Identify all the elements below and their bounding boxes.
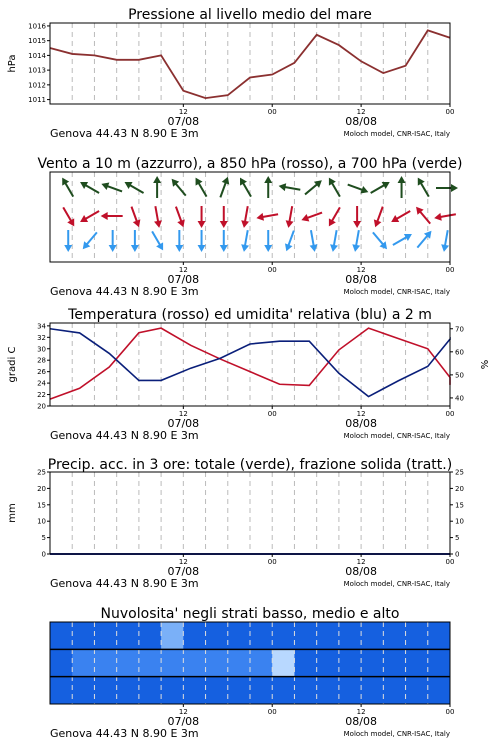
y-tick-label: 1015: [28, 37, 46, 46]
wind-arrow: [278, 182, 301, 194]
wind-arrow-head: [154, 220, 163, 228]
wind-arrow-head: [222, 175, 232, 184]
wind-arrow-head: [122, 179, 132, 189]
wind-arrow: [169, 176, 189, 198]
location-label: Genova 44.43 N 8.90 E 3m: [50, 285, 199, 298]
wind-level-1: [60, 204, 457, 228]
time-tick-label: 12: [356, 410, 366, 418]
time-tick-label: 12: [178, 708, 188, 716]
cloud-cell: [228, 649, 251, 676]
cloud-cell: [317, 677, 340, 704]
y-tick-label: 26: [37, 368, 46, 377]
y-right-axis-label: %: [480, 359, 491, 370]
wind-arrow-head: [283, 243, 293, 252]
time-tick-label: 12: [356, 108, 366, 116]
cloud-cell: [94, 622, 117, 649]
y-tick-label: 25: [37, 468, 46, 477]
cloud-cell: [317, 622, 340, 649]
cloud-cell: [272, 649, 295, 676]
y-right-tick-label: 0: [455, 550, 460, 559]
wind-arrow-head: [256, 213, 264, 222]
y-tick-label: 1013: [28, 66, 46, 75]
wind-arrow-head: [78, 179, 88, 189]
wind-arrow: [370, 230, 390, 252]
y-axis-label: gradi C: [7, 346, 18, 383]
panel-3: [7, 307, 491, 442]
wind-arrow: [307, 229, 319, 252]
wind-arrow-head: [389, 215, 399, 225]
wind-arrow-head: [371, 219, 381, 228]
cloud-cell: [250, 649, 273, 676]
panel-1: [7, 7, 454, 140]
cloud-cell: [294, 677, 317, 704]
cloud-cell: [228, 677, 251, 704]
time-tick-label: 00: [445, 108, 455, 116]
cloud-cell: [139, 677, 162, 704]
time-axis: [50, 104, 454, 140]
cloud-cell: [139, 649, 162, 676]
y-tick-label: 20: [37, 484, 46, 493]
wind-arrow: [192, 176, 210, 199]
y-tick-label: 22: [37, 391, 46, 400]
cloud-cell: [50, 649, 73, 676]
date-label: 07/08: [167, 115, 200, 128]
y-tick-label: 32: [37, 333, 46, 342]
time-tick-label: 00: [267, 108, 277, 116]
time-tick-label: 12: [356, 558, 366, 566]
wind-arrow-head: [153, 176, 161, 183]
time-tick-label: 12: [356, 266, 366, 274]
cloud-cell: [406, 622, 429, 649]
wind-arrow: [64, 230, 72, 252]
panel-title: Vento a 10 m (azzurro), a 850 hPa (rosso), a 700 hPa (verde): [37, 156, 463, 172]
cloud-cell: [294, 622, 317, 649]
wind-arrow-head: [414, 176, 424, 186]
time-tick-label: 00: [267, 410, 277, 418]
wind-arrow: [100, 180, 123, 195]
wind-arrow: [369, 179, 392, 197]
location-label: Genova 44.43 N 8.90 E 3m: [50, 429, 199, 442]
date-label: 07/08: [167, 565, 200, 578]
y-right-tick-label: 40: [455, 394, 464, 403]
wind-arrow: [153, 176, 161, 198]
wind-arrow-head: [398, 176, 406, 183]
wind-arrow-head: [353, 221, 361, 228]
y-right-tick-label: 50: [455, 371, 464, 380]
wind-arrow: [198, 230, 206, 252]
wind-arrow-head: [109, 245, 117, 252]
cloud-cell: [161, 649, 184, 676]
model-credit: Moloch model, CNR-ISAC, Italy: [343, 288, 450, 296]
wind-arrow-head: [175, 245, 183, 252]
wind-arrow-head: [329, 244, 338, 252]
time-tick-label: 00: [445, 266, 455, 274]
cloud-cell: [294, 649, 317, 676]
wind-arrow-head: [351, 244, 360, 252]
cloud-cell: [94, 677, 117, 704]
wind-arrow-head: [133, 219, 143, 228]
cloud-cell: [206, 649, 229, 676]
cloud-cell: [383, 649, 406, 676]
cloud-cell: [383, 677, 406, 704]
wind-arrow-head: [300, 214, 309, 224]
date-label: 08/08: [345, 115, 377, 128]
cloud-cell: [228, 622, 251, 649]
time-axis: [50, 406, 454, 442]
date-label: 08/08: [345, 417, 377, 430]
y-tick-label: 10: [37, 517, 46, 526]
wind-arrow: [78, 179, 101, 197]
cloud-cell: [72, 622, 95, 649]
wind-arrow: [264, 230, 272, 252]
cloud-cell: [183, 677, 206, 704]
wind-arrow: [59, 176, 77, 199]
wind-level-2: [64, 228, 451, 252]
time-tick-label: 00: [267, 708, 277, 716]
y-axis-label: mm: [7, 503, 18, 523]
y-right-tick-label: 10: [455, 517, 464, 526]
wind-arrow: [264, 176, 272, 198]
wind-arrow: [220, 230, 228, 252]
model-credit: Moloch model, CNR-ISAC, Italy: [343, 730, 450, 738]
cloud-cell: [272, 677, 295, 704]
time-tick-label: 00: [445, 558, 455, 566]
location-label: Genova 44.43 N 8.90 E 3m: [50, 727, 199, 740]
time-tick-label: 12: [178, 108, 188, 116]
cloud-cell: [50, 677, 73, 704]
wind-arrow: [371, 205, 386, 228]
cloud-cell: [117, 649, 140, 676]
y-tick-label: 1011: [28, 96, 46, 105]
cloud-cell: [428, 649, 451, 676]
y-right-tick-label: 15: [455, 501, 464, 510]
cloud-cell: [183, 649, 206, 676]
wind-arrow: [256, 210, 279, 222]
wind-arrow-head: [131, 245, 139, 252]
wind-arrow: [172, 205, 187, 228]
cloud-cell: [272, 622, 295, 649]
time-tick-label: 00: [267, 266, 277, 274]
cloud-cell: [383, 622, 406, 649]
wind-arrow: [217, 175, 232, 198]
wind-arrow-head: [78, 215, 88, 225]
date-label: 08/08: [345, 565, 377, 578]
wind-arrow-head: [433, 213, 441, 222]
wind-arrow: [122, 179, 145, 197]
y-right-tick-label: 25: [455, 468, 464, 477]
date-label: 08/08: [345, 273, 377, 286]
time-axis: [50, 554, 454, 590]
wind-arrow: [433, 210, 456, 222]
wind-arrow: [414, 228, 434, 250]
wind-arrow: [389, 208, 412, 226]
wind-arrow: [353, 206, 361, 228]
wind-arrow: [398, 176, 406, 198]
panel-title: Nuvolosita' negli strati basso, medio e alto: [100, 606, 400, 622]
cloud-cell: [428, 677, 451, 704]
cloud-cell: [250, 677, 273, 704]
wind-arrow-head: [325, 176, 335, 186]
cloud-cell: [339, 677, 362, 704]
wind-arrow: [436, 184, 458, 192]
time-axis: [50, 704, 454, 740]
y-tick-label: 1016: [28, 22, 46, 31]
wind-arrow-head: [220, 221, 228, 228]
cloud-cell: [339, 649, 362, 676]
wind-arrow: [325, 205, 343, 228]
y-tick-label: 30: [37, 345, 46, 354]
time-tick-label: 12: [178, 410, 188, 418]
time-tick-label: 12: [178, 558, 188, 566]
wind-arrow-head: [360, 186, 369, 196]
wind-arrow: [414, 176, 432, 199]
y-tick-label: 24: [37, 379, 46, 388]
wind-arrow: [302, 177, 324, 197]
wind-arrow: [237, 176, 255, 199]
y-right-tick-label: 60: [455, 348, 464, 357]
y-tick-label: 20: [37, 402, 46, 411]
time-axis: [50, 262, 454, 298]
model-credit: Moloch model, CNR-ISAC, Italy: [343, 130, 450, 138]
wind-arrow: [109, 230, 117, 252]
wind-arrow: [101, 212, 123, 220]
cloud-cell: [317, 649, 340, 676]
y-tick-label: 0: [41, 550, 46, 559]
wind-arrow-head: [382, 179, 392, 189]
panel-2: [37, 156, 462, 298]
time-tick-label: 00: [267, 558, 277, 566]
wind-arrow: [329, 229, 341, 252]
wind-level-0: [59, 175, 458, 198]
wind-arrow: [391, 231, 414, 249]
cloud-cell: [161, 677, 184, 704]
wind-arrow-head: [59, 176, 69, 186]
wind-arrow-head: [198, 221, 206, 228]
y-tick-label: 34: [37, 322, 46, 331]
time-tick-label: 00: [445, 410, 455, 418]
wind-arrow-head: [284, 220, 293, 228]
cloud-cell: [206, 677, 229, 704]
wind-arrow-head: [156, 242, 166, 252]
time-tick-label: 12: [178, 266, 188, 274]
wind-arrow-head: [240, 244, 249, 252]
wind-arrow: [78, 208, 101, 226]
wind-arrow: [300, 209, 323, 224]
wind-arrow-head: [64, 245, 72, 252]
cloud-cell: [94, 649, 117, 676]
y-tick-label: 1012: [28, 81, 46, 90]
wind-arrow: [60, 205, 78, 228]
time-tick-label: 12: [356, 708, 366, 716]
location-label: Genova 44.43 N 8.90 E 3m: [50, 127, 199, 140]
cloud-cell: [72, 677, 95, 704]
wind-arrow: [131, 230, 139, 252]
cloud-cell: [72, 649, 95, 676]
wind-arrow-head: [237, 176, 247, 186]
wind-arrow: [346, 181, 369, 196]
cloud-cell: [428, 622, 451, 649]
y-tick-label: 15: [37, 501, 46, 510]
wind-arrow: [413, 204, 433, 226]
cloud-cell: [361, 622, 384, 649]
model-credit: Moloch model, CNR-ISAC, Italy: [343, 432, 450, 440]
y-right-tick-label: 5: [455, 534, 460, 543]
y-tick-label: 5: [41, 534, 46, 543]
wind-arrow: [240, 229, 252, 252]
time-tick-label: 00: [445, 708, 455, 716]
wind-arrow-head: [240, 220, 249, 228]
wind-arrow-head: [220, 245, 228, 252]
wind-arrow: [325, 176, 343, 199]
wind-arrow-head: [325, 218, 335, 228]
wind-arrow-head: [100, 180, 109, 190]
wind-arrow-head: [451, 184, 458, 192]
date-label: 07/08: [167, 273, 200, 286]
date-label: 08/08: [345, 715, 377, 728]
wind-arrow-head: [310, 244, 319, 252]
wind-arrow-head: [278, 182, 286, 191]
cloud-cell: [50, 622, 73, 649]
location-label: Genova 44.43 N 8.90 E 3m: [50, 577, 199, 590]
panel-4: [7, 457, 464, 590]
wind-arrow-head: [192, 176, 202, 186]
cloud-cell: [117, 677, 140, 704]
cloud-cell: [406, 677, 429, 704]
cloud-cell: [161, 622, 184, 649]
panel-title: Pressione al livello medio del mare: [128, 7, 372, 23]
model-credit: Moloch model, CNR-ISAC, Italy: [343, 580, 450, 588]
cloud-cell: [361, 649, 384, 676]
wind-arrow-head: [440, 244, 449, 252]
y-axis-label: hPa: [7, 54, 18, 73]
y-tick-label: 28: [37, 356, 46, 365]
wind-arrow: [128, 205, 143, 228]
cloud-cell: [361, 677, 384, 704]
panel-title: Temperatura (rosso) ed umidita' relativa (blu) a 2 m: [68, 307, 432, 323]
wind-arrow: [351, 229, 363, 252]
wind-arrow-head: [264, 245, 272, 252]
y-tick-label: 1014: [28, 51, 46, 60]
cloud-cell: [117, 622, 140, 649]
wind-arrow-head: [177, 219, 187, 228]
wind-arrow: [149, 229, 167, 252]
cloud-cell: [206, 622, 229, 649]
wind-arrow: [220, 206, 228, 228]
cloud-cell: [406, 649, 429, 676]
wind-arrow-head: [198, 245, 206, 252]
cloud-cell: [183, 622, 206, 649]
wind-arrow: [175, 230, 183, 252]
wind-arrow: [198, 206, 206, 228]
date-label: 07/08: [167, 417, 200, 430]
panel-5: [50, 606, 454, 740]
date-label: 07/08: [167, 715, 200, 728]
cloud-cell: [250, 622, 273, 649]
y-right-tick-label: 70: [455, 325, 464, 334]
cloud-cell: [339, 622, 362, 649]
wind-arrow-head: [264, 176, 272, 183]
panel-title: Precip. acc. in 3 ore: totale (verde), frazione solida (tratt.): [47, 457, 453, 473]
wind-arrow: [80, 230, 100, 252]
wind-arrow: [283, 229, 298, 252]
y-right-tick-label: 20: [455, 484, 464, 493]
wind-arrow-head: [101, 212, 108, 220]
cloud-cell: [139, 622, 162, 649]
